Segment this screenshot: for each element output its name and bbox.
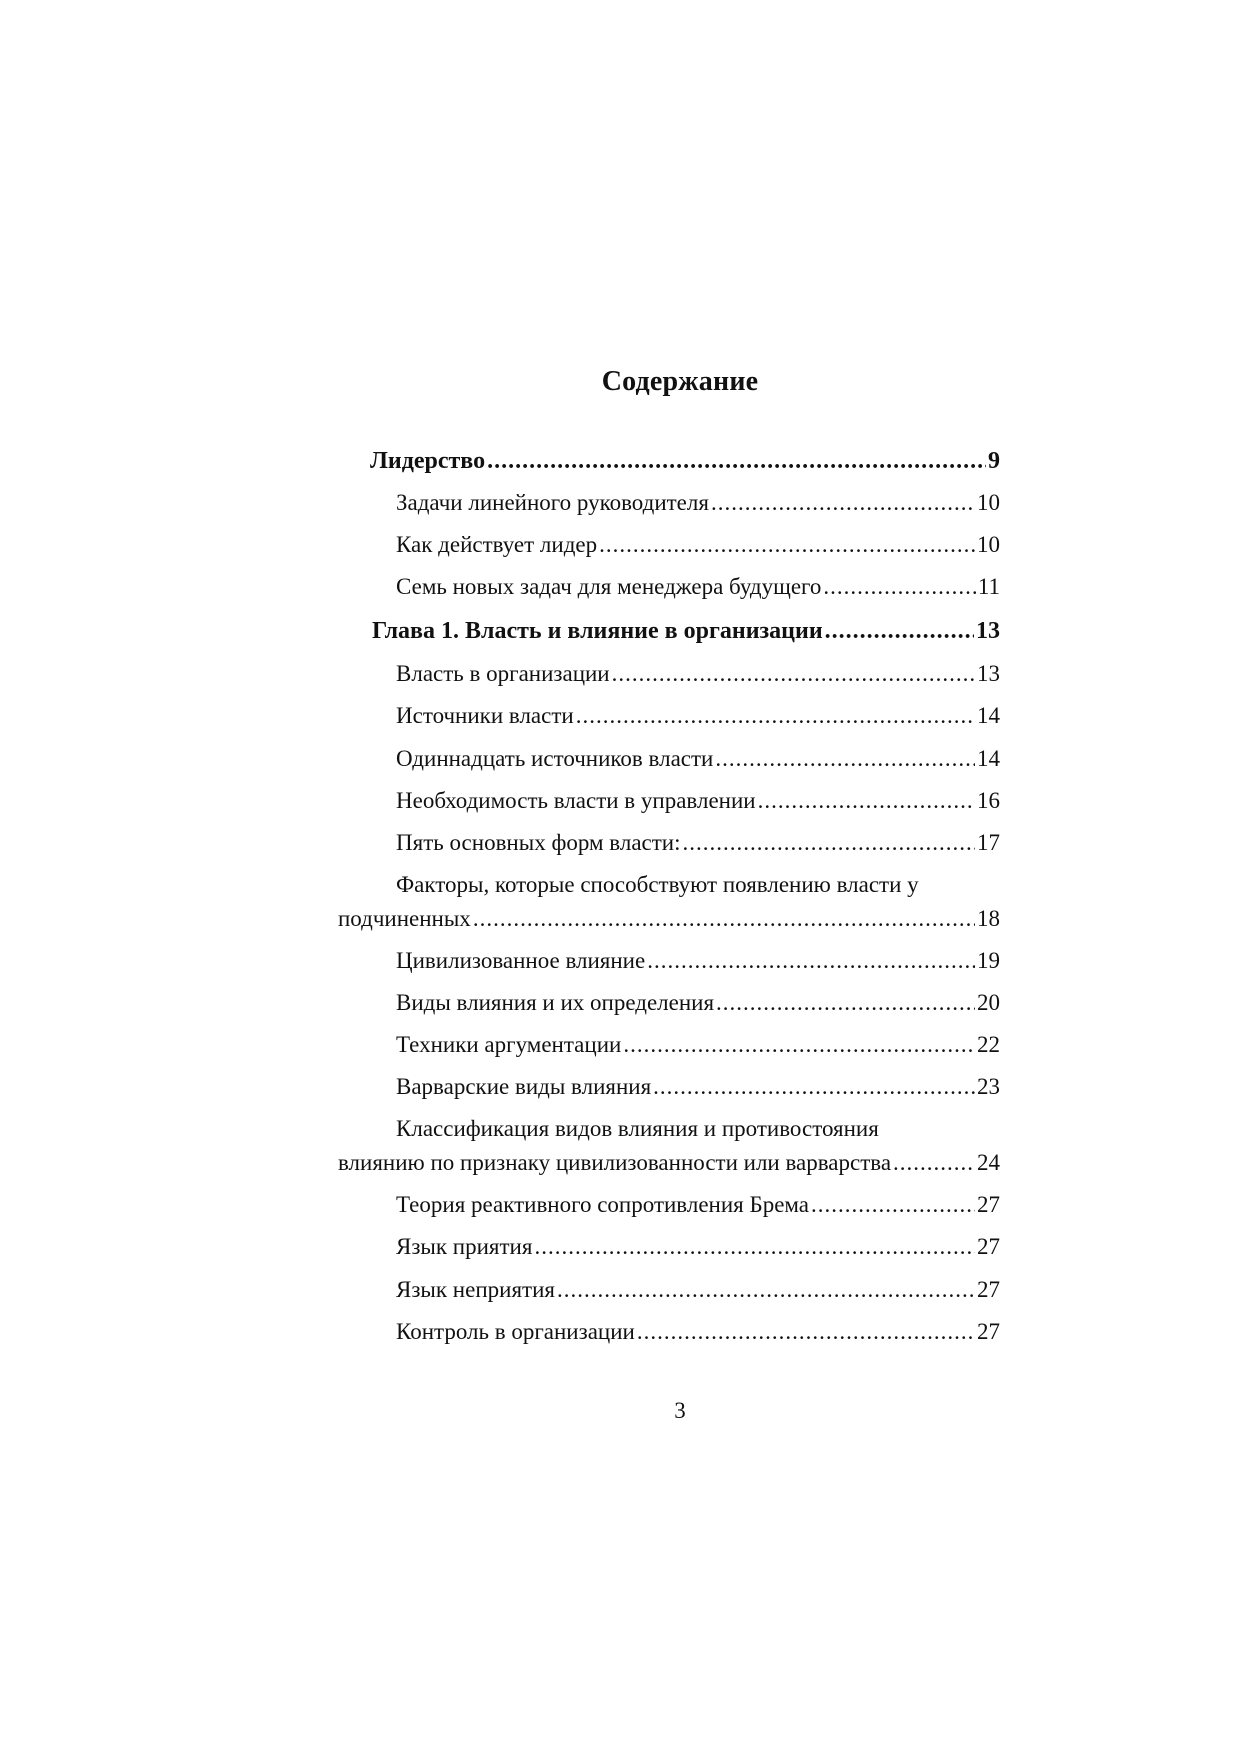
toc-heading: Содержание [601,366,759,397]
dot-leader [534,1229,975,1265]
dot-leader [599,527,975,563]
dot-leader [576,698,975,734]
toc-entry[interactable]: Контроль в организации ..... 27 [338,1314,1000,1350]
toc-entry[interactable]: Техники аргументации ..... 22 [338,1027,1000,1063]
dot-leader [623,1027,975,1063]
toc-entry[interactable]: Как действует лидер ..... 10 [338,527,1000,563]
dot-leader [823,569,975,605]
toc-entry-line2[interactable]: влиянию по признаку цивилизованности или варварства ..... 24 [338,1145,1000,1181]
dot-leader [716,985,975,1021]
dot-leader [715,741,975,777]
toc-entry[interactable]: Источники власти ..... 14 [338,698,1000,734]
dot-leader [487,443,986,479]
toc-entry[interactable]: Цивилизованное влияние ..... 19 [338,943,1000,979]
dot-leader [758,783,975,819]
toc-entry[interactable]: Одиннадцать источников власти ..... 14 [338,741,1000,777]
dot-leader [557,1272,975,1308]
dot-leader [612,656,975,692]
toc-entry[interactable]: Задачи линейного руководителя ..... 10 [338,485,1000,521]
dot-leader [893,1145,975,1181]
toc-entry-chapter-1[interactable]: Глава 1. Власть и влияние в организации ..... 13 [338,613,1000,649]
toc-entry[interactable]: Необходимость власти в управлении ..... 16 [338,783,1000,819]
toc-entry[interactable]: Пять основных форм власти: ..... 17 [338,825,1000,861]
toc-entry[interactable]: Язык приятия ..... 27 [338,1229,1000,1265]
toc-entry[interactable]: Виды влияния и их определения ..... 20 [338,985,1000,1021]
dot-leader [711,485,975,521]
toc-entry[interactable]: Семь новых задач для менеджера будущего ..... 11 [338,569,1000,605]
dot-leader [653,1069,975,1105]
toc-entry[interactable]: Варварские виды влияния ..... 23 [338,1069,1000,1105]
toc-entry[interactable]: Язык неприятия ..... 27 [338,1272,1000,1308]
dot-leader [473,901,975,937]
dot-leader [637,1314,975,1350]
dot-leader [811,1187,975,1223]
toc-entry-leadership[interactable]: Лидерство ..... 9 [338,443,1000,479]
dot-leader [683,825,975,861]
page-number: 3 [674,1398,686,1423]
toc-entry-line1[interactable]: Факторы, которые способствуют появлению власти у [396,872,919,897]
toc-entry[interactable]: Власть в организации ..... 13 [338,656,1000,692]
dot-leader [647,943,975,979]
toc-entry-line2[interactable]: подчиненных ..... 18 [338,901,1000,937]
dot-leader [825,613,974,649]
toc-entry-line1[interactable]: Классификация видов влияния и противостояния [396,1116,879,1141]
toc-entry[interactable]: Теория реактивного сопротивления Брема ..... 27 [338,1187,1000,1223]
